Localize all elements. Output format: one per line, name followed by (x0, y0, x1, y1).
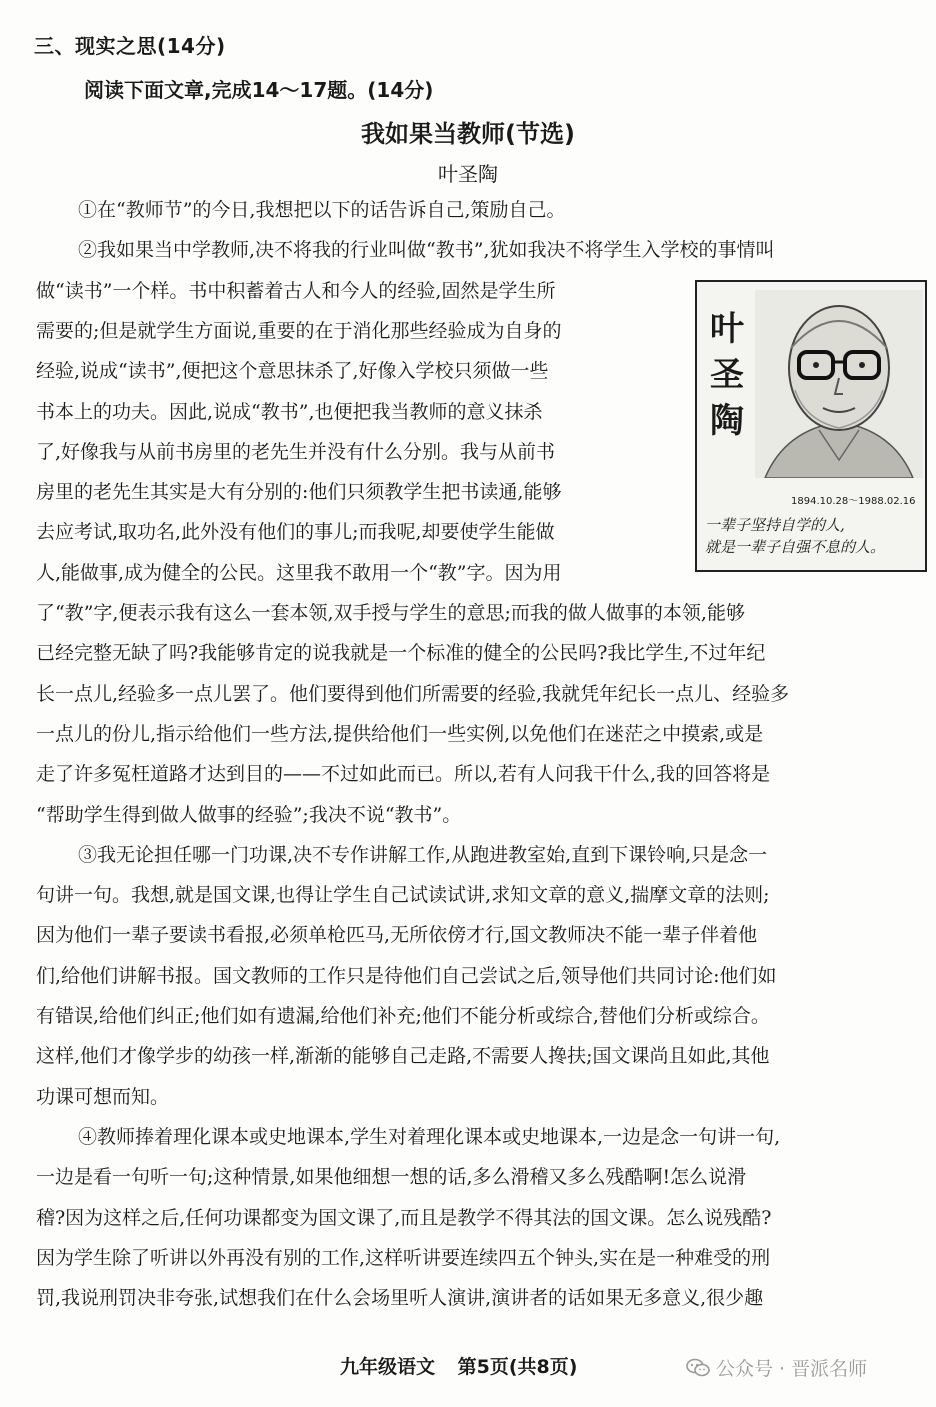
wechat-icon (686, 1358, 710, 1378)
text-line: 因为他们一辈子要读书看报,必须单枪匹马,无所依傍才行,国文教师决不能一辈子伴着他 (36, 924, 758, 946)
text-line: 做“读书”一个样。书中积蓄着古人和今人的经验,固然是学生所 (36, 280, 556, 302)
photo-quote (705, 514, 921, 558)
text-line: 房里的老先生其实是大有分别的:他们只须教学生把书读通,能够 (36, 481, 562, 503)
text-line: 需要的;但是就学生方面说,重要的在于消化那些经验成为自身的 (36, 320, 562, 342)
text-line: 一点儿的份儿,指示给他们一些方法,提供给他们一些实例,以免他们在迷茫之中摸索,或是 (36, 723, 764, 745)
text-line: 书本上的功夫。因此,说成“教书”,也便把我当教师的意义抹杀 (36, 401, 543, 423)
photo-quote-line: 一辈子坚持自学的人, (705, 516, 845, 534)
text-line: 经验,说成“读书”,便把这个意思抹杀了,好像入学校只须做一些 (36, 360, 549, 382)
question-instruction: 阅读下面文章,完成14～17题。(14分) (84, 78, 434, 102)
section-heading: 三、现实之思(14分) (34, 34, 226, 58)
text-line: 这样,他们才像学步的幼孩一样,渐渐的能够自己走路,不需要人搀扶;国文课尚且如此,其他 (36, 1045, 770, 1067)
text-line: 功课可想而知。 (36, 1086, 170, 1108)
text-line: “帮助学生得到做人做事的经验”;我决不说“教书”。 (36, 804, 462, 826)
text-line: 了“教”字,便表示我有这么一套本领,双手授与学生的意思;而我的做人做事的本领,能够 (36, 602, 745, 624)
text-line: 们,给他们讲解书报。国文教师的工作只是待他们自己尝试之后,领导他们共同讨论:他们如 (36, 965, 777, 987)
page-footer (340, 1352, 593, 1379)
photo-dates: 1894.10.28～1988.02.16 (791, 496, 916, 507)
article-author: 叶圣陶 (438, 162, 498, 186)
text-line: ③我无论担任哪一门功课,决不专作讲解工作,从跑进教室始,直到下课铃响,只是念一 (78, 844, 768, 866)
footer-subject: 九年级语文 (340, 1356, 436, 1378)
text-line: 有错误,给他们纠正;他们如有遗漏,给他们补充;他们不能分析或综合,替他们分析或综合。 (36, 1005, 770, 1027)
watermark (686, 1354, 867, 1381)
text-line: ①在“教师节”的今日,我想把以下的话告诉自己,策励自己。 (78, 199, 566, 221)
article-title: 我如果当教师(节选) (361, 120, 575, 148)
text-line: 去应考试,取功名,此外没有他们的事儿;而我呢,却要使学生能做 (36, 521, 555, 543)
text-line: 了,好像我与从前书房里的老先生并没有什么分别。我与从前书 (36, 441, 556, 463)
photo-name-char: 圣 (710, 355, 744, 395)
text-line: 句讲一句。我想,就是国文课,也得让学生自己试读试讲,求知文章的意义,揣摩文章的法则; (36, 884, 770, 906)
text-line: 一边是看一句听一句;这种情景,如果他细想一想的话,多么滑稽又多么残酷啊!怎么说滑 (36, 1166, 747, 1188)
footer-page-number: 第5页(共8页) (457, 1356, 578, 1378)
text-line: 稽?因为这样之后,任何功课都变为国文课了,而且是教学不得其法的国文课。怎么说残酷? (36, 1207, 772, 1229)
photo-author-name (707, 306, 747, 444)
photo-quote-line: 就是一辈子自强不息的人。 (705, 538, 886, 556)
text-line: 长一点儿,经验多一点儿罢了。他们要得到他们所需要的经验,我就凭年纪长一点儿、经验多 (36, 683, 790, 705)
text-line: 已经完整无缺了吗?我能够肯定的说我就是一个标准的健全的公民吗?我比学生,不过年纪 (36, 642, 766, 664)
watermark-text: 公众号 · 晋派名师 (716, 1358, 868, 1380)
text-line: 人,能做事,成为健全的公民。这里我不敢用一个“教”字。因为用 (36, 562, 562, 584)
text-line: 罚,我说刑罚决非夸张,试想我们在什么会场里听人演讲,演讲者的话如果无多意义,很少趣 (36, 1287, 764, 1309)
author-portrait (755, 290, 923, 478)
text-line: ④教师捧着理化课本或史地课本,学生对着理化课本或史地课本,一边是念一句讲一句, (78, 1126, 781, 1148)
author-photo-box (695, 280, 927, 572)
photo-name-char: 陶 (710, 401, 744, 441)
text-line: 因为学生除了听讲以外再没有别的工作,这样听讲要连续四五个钟头,实在是一种难受的刑 (36, 1247, 771, 1269)
text-line: ②我如果当中学教师,决不将我的行业叫做“教书”,犹如我决不将学生入学校的事情叫 (78, 239, 775, 261)
photo-name-char: 叶 (710, 309, 744, 349)
text-line: 走了许多冤枉道路才达到目的——不过如此而已。所以,若有人问我干什么,我的回答将是 (36, 763, 771, 785)
